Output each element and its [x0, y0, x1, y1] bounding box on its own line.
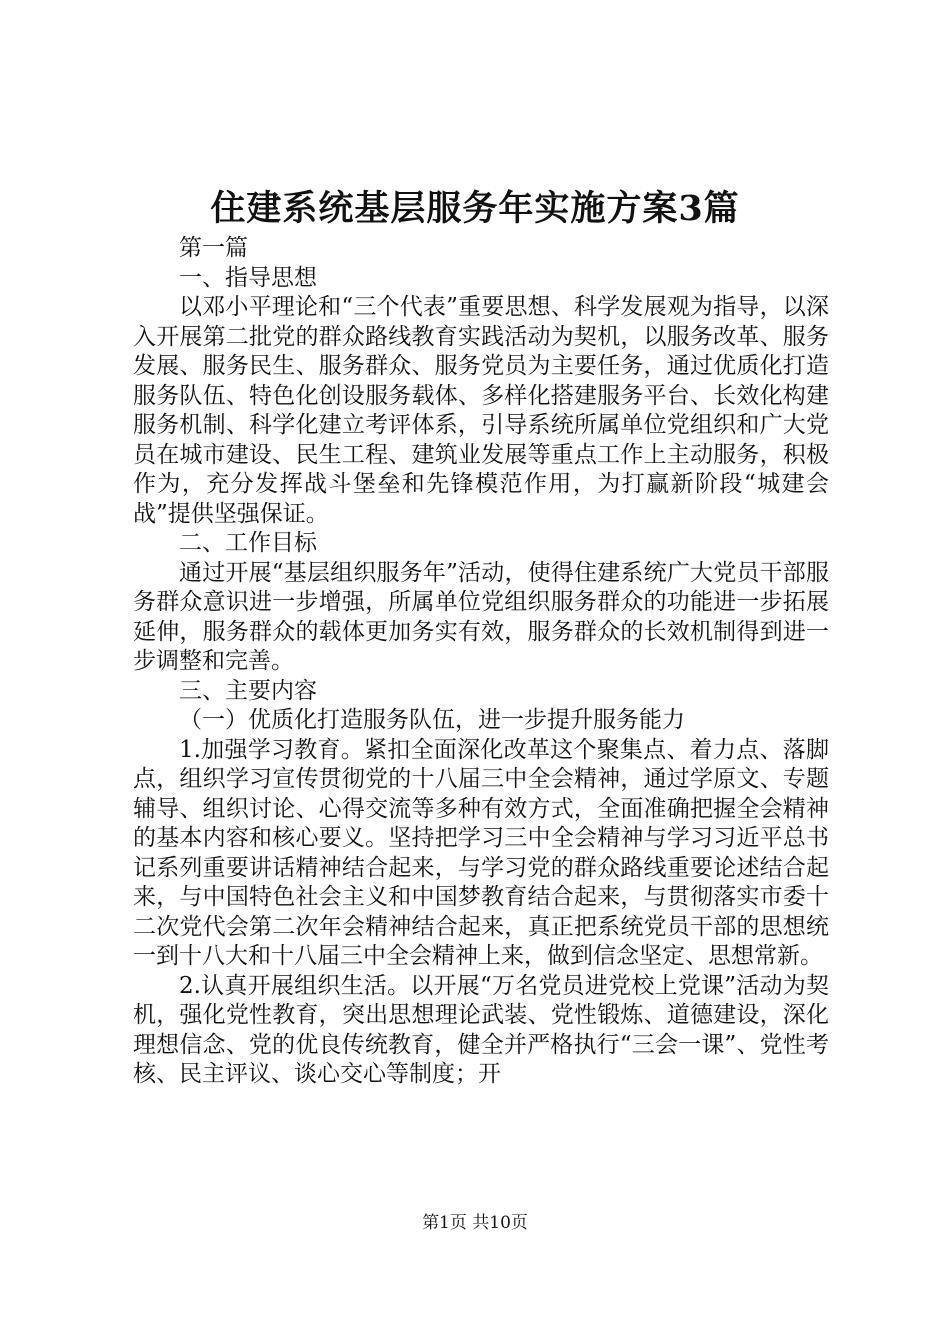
paragraph-organization-life: 2.认真开展组织生活。以开展“万名党员进党校上党课”活动为契机，强化党性教育，突出思想理论武装、党性锻炼、道德建设，深化理想信念、党的优良传统教育，健全并严格执行“三会一课”、党性考核、民主评议、谈心交心等制度；开 — [133, 972, 829, 1087]
heading-main-content: 三、主要内容 — [179, 677, 317, 704]
heading-work-goals: 二、工作目标 — [179, 530, 317, 556]
paragraph-work-goals: 通过开展“基层组织服务年”活动，使得住建系统广大党员干部服务群众意识进一步增强，所属单位党组织服务群众的功能进一步拓展延伸，服务群众的载体更加务实有效，服务群众的长效机制得到进一步调整和完善。 — [133, 559, 829, 674]
document-title: 住建系统基层服务年实施方案3篇 — [210, 188, 740, 229]
paragraph-study-education: 1.加强学习教育。紧扣全面深化改革这个聚集点、着力点、落脚点，组织学习宣传贯彻党的十八届三中全会精神，通过学原文、专题辅导、组织讨论、心得交流等多种有效方式，全面准确把握全会精神的基本内容和核心要义。坚持把学习三中全会精神与学习习近平总书记系列重要讲话精神结合起来，与学习党的群众路线重要论述结合起来，与中国特色社会主义和中国梦教育结合起来，与贯彻落实市委十二次党代会第二次年会精神结合起来，真正把系统党员干部的思想统一到十八大和十八届三中全会精神上来，做到信念坚定、思想常新。 — [133, 736, 829, 969]
page-number-footer: 第1页 共10页 — [422, 1213, 528, 1233]
section-label: 第一篇 — [179, 235, 248, 261]
document-body — [133, 234, 829, 1090]
heading-guiding-ideology: 一、指导思想 — [179, 264, 317, 291]
paragraph-guiding-ideology: 以邓小平理论和“三个代表”重要思想、科学发展观为指导，以深入开展第二批党的群众路线教育实践活动为契机，以服务改革、服务发展、服务民生、服务群众、服务党员为主要任务，通过优质化打造服务队伍、特色化创设服务载体、多样化搭建服务平台、长效化构建服务机制、科学化建立考评体系，引导系统所属单位党组织和广大党员在城市建设、民生工程、建筑业发展等重点工作上主动服务，积极作为，充分发挥战斗堡垒和先锋模范作用，为打赢新阶段“城建会战”提供坚强保证。 — [133, 294, 829, 527]
subheading-service-team: （一）优质化打造服务队伍，进一步提升服务能力 — [179, 707, 685, 733]
